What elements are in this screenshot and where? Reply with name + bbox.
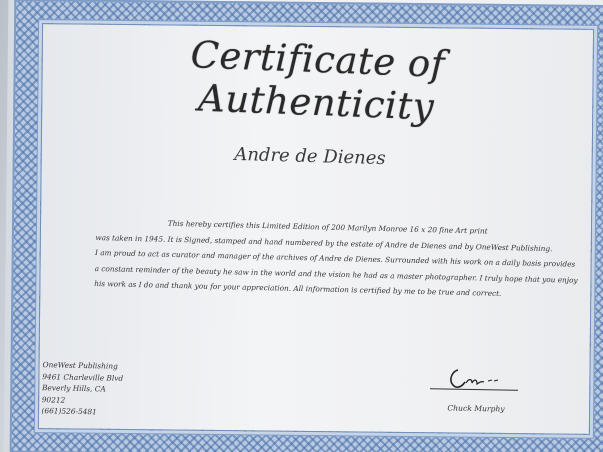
address-line: 90212 [41, 394, 66, 405]
body-line: was taken in 1945. It is Signed, stamped and hand numbered by the estate of Andre de Dienes and by OneWest Publishing. [95, 232, 553, 253]
address-line: 9461 Charleville Blvd [42, 371, 124, 383]
body-line: I am proud to act as curator and manager of the archives of Andre de Dienes. Surrounded with his work on a daily basis provides [94, 247, 576, 269]
address-line: Beverly Hills, CA [41, 383, 106, 394]
body-line: his work as I do and thank you for your appreciation. All information is certified by me to be true and correct. [94, 278, 502, 298]
address-line: (661)526-5481 [41, 406, 97, 417]
handwritten-signature [444, 366, 510, 390]
body-line: This hereby certifies this Limited Edition of 200 Marilyn Monroe 16 x 20 fine Art print [167, 218, 488, 236]
body-line: a constant reminder of the beauty he saw in the world and the vision he had as a master photographer. I truly hope that you enjoy [94, 263, 578, 285]
artist-name: Andre de Dienes [234, 143, 386, 170]
publisher-address [41, 359, 123, 418]
certificate-body [94, 214, 578, 303]
address-line: OneWest Publishing [42, 360, 118, 371]
signer-name: Chuck Murphy [447, 403, 505, 414]
certificate-title: Certificate of Authenticity [189, 33, 446, 129]
